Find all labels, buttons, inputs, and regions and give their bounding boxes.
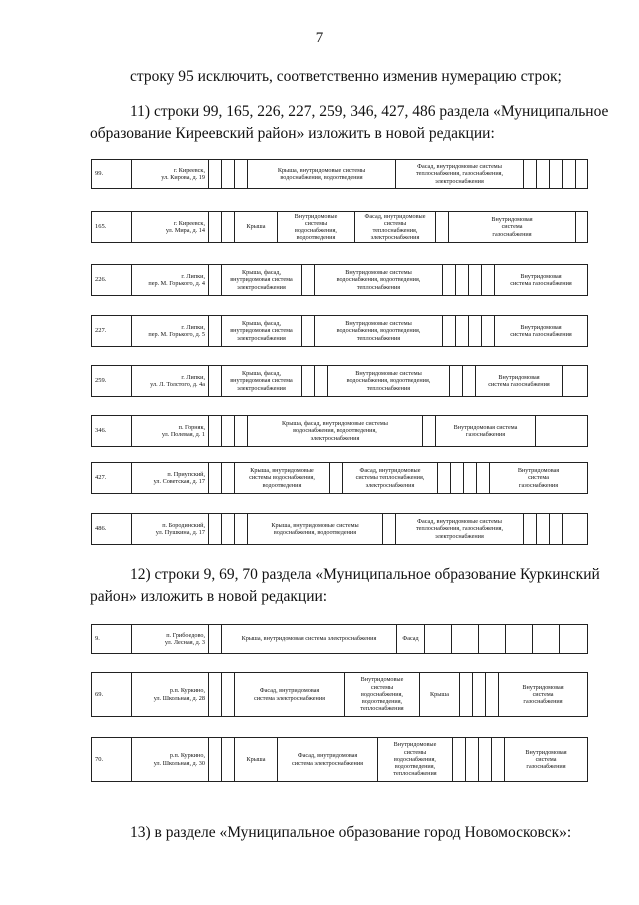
cell-text-line: 226.: [95, 276, 107, 284]
cell-text-line: газоснабжения: [526, 763, 566, 771]
work-cell: [537, 514, 550, 545]
work-cell: [278, 212, 355, 243]
work-cell: [248, 514, 383, 545]
row-number-cell: [92, 625, 132, 654]
work-cell: [209, 212, 222, 243]
work-cell: [222, 463, 235, 494]
address-cell: [132, 265, 209, 296]
cell-text-line: Крыша, фасад,: [241, 269, 281, 277]
cell-text-line: теплоснабжения,: [372, 227, 418, 234]
cell-text-line: пер. М. Горького, д. 4: [148, 280, 205, 287]
work-cell: [222, 514, 235, 545]
address-cell: [132, 514, 209, 545]
cell-text-line: Крыша, фасад,: [241, 320, 281, 328]
work-cell: [209, 366, 222, 397]
work-cell: [460, 673, 473, 717]
work-cell: [456, 316, 469, 347]
cell-text-line: ул. Мира, д. 14: [165, 227, 205, 234]
cell-text-line: электроснабжения: [237, 384, 286, 392]
cell-text-line: Крыша, внутридомовая система электроснабжения: [241, 635, 377, 643]
work-cell: [486, 673, 499, 717]
work-cell: [576, 212, 588, 243]
cell-text-line: водоотведения: [296, 234, 336, 242]
paragraph-exclude-row-95: строку 95 исключить, соответственно изменив нумерацию строк;: [130, 68, 562, 85]
work-cell: [482, 265, 495, 296]
cell-text-line: ул. Школьная, д. 30: [153, 759, 205, 767]
paragraph-12-line2: район» изложить в новой редакции:: [90, 588, 328, 605]
address-cell: [132, 160, 209, 189]
cell-text-line: ул. Лесная, д. 3: [164, 639, 205, 646]
cell-text-line: Крыша, фасад,: [241, 370, 281, 378]
cell-text-line: газоснабжения: [465, 431, 506, 438]
cell-text-line: Фасад, внутридомовая: [297, 752, 358, 760]
work-cell: [473, 673, 486, 717]
cell-text-line: система: [532, 690, 554, 698]
cell-text-line: водоснабжения, водоотведения,: [336, 327, 421, 335]
work-cell: [315, 316, 443, 347]
cell-text-line: теплоснабжения, газоснабжения,: [415, 525, 504, 533]
work-cell: [563, 366, 588, 397]
work-cell: [495, 316, 588, 347]
cell-text-line: системы теплоснабжения,: [355, 474, 425, 482]
row-number-cell: [92, 463, 132, 494]
cell-text-line: г. Липки,: [181, 323, 205, 331]
work-cell: [383, 514, 396, 545]
work-cell: [560, 625, 588, 654]
table-row-cells: [92, 625, 588, 654]
table-row-226: [91, 264, 588, 296]
cell-text-line: 486.: [95, 525, 107, 533]
work-cell: [209, 265, 222, 296]
work-cell: [506, 625, 533, 654]
cell-text-line: водоснабжения, водоотведения,: [336, 276, 421, 284]
work-cell: [550, 514, 563, 545]
page-number: 7: [315, 30, 324, 46]
cell-text-line: Фасад, внутридомовые: [359, 467, 421, 475]
work-cell: [345, 673, 420, 717]
cell-text-line: Внутридомовые: [393, 741, 437, 749]
cell-text-line: водоснабжения, водоотведения: [273, 529, 357, 536]
row-number-cell: [92, 316, 132, 347]
cell-text-line: водоснабжения,: [394, 755, 436, 763]
table-row-cells: [92, 316, 588, 347]
work-cell: [278, 738, 378, 782]
row-number-cell: [92, 738, 132, 782]
cell-text-line: теплоснабжения, газоснабжения,: [415, 170, 504, 178]
cell-text-line: электроснабжения: [435, 177, 484, 185]
cell-text-line: Крыша, фасад, внутридомовые системы: [282, 420, 388, 428]
work-cell: [235, 212, 278, 243]
cell-text-line: п. Бородинский,: [162, 521, 205, 529]
row-number-cell: [92, 366, 132, 397]
cell-text-line: Фасад, внутридомовые системы: [417, 518, 502, 526]
address-cell: [132, 366, 209, 397]
paragraph-12-line1: 12) строки 9, 69, 70 раздела «Муниципальное образование Куркинский: [130, 566, 600, 583]
work-cell: [420, 673, 460, 717]
cell-text-line: Внутридомовая: [498, 373, 540, 381]
cell-text-line: водоснабжения,: [295, 227, 337, 234]
table-row-259: [91, 365, 588, 397]
cell-text-line: Внутридомовая система: [453, 423, 518, 431]
cell-text-line: система: [528, 474, 549, 482]
table-row-cells: [92, 265, 588, 296]
cell-text-line: 99.: [95, 170, 104, 178]
work-cell: [222, 212, 235, 243]
work-cell: [235, 463, 330, 494]
cell-text-line: системы: [304, 219, 328, 227]
work-cell: [466, 738, 479, 782]
cell-text-line: Внутридомовые системы: [345, 269, 412, 277]
cell-text-line: 259.: [95, 377, 107, 385]
work-cell: [476, 366, 563, 397]
cell-text-line: Внутридомовые: [294, 212, 338, 220]
work-cell: [436, 212, 449, 243]
work-cell: [495, 265, 588, 296]
work-cell: [456, 265, 469, 296]
work-cell: [248, 160, 396, 189]
cell-text-line: Внутридомовая: [520, 323, 562, 331]
work-cell: [469, 265, 482, 296]
paragraph-11-line2: образование Киреевский район» изложить в новой редакции:: [90, 125, 495, 142]
work-cell: [533, 625, 560, 654]
table-row-cells: [92, 160, 588, 189]
cell-text-line: водоснабжения, водоотведения,: [293, 427, 377, 435]
table-row-cells: [92, 738, 588, 782]
work-cell: [248, 416, 423, 447]
table-row-cells: [92, 416, 588, 447]
cell-text-line: р.п. Куркино,: [169, 687, 205, 695]
work-cell: [464, 463, 477, 494]
work-cell: [315, 265, 443, 296]
work-cell: [463, 366, 476, 397]
work-cell: [537, 160, 550, 189]
address-cell: [132, 625, 209, 654]
table-row-486: [91, 513, 588, 545]
work-cell: [451, 463, 464, 494]
work-cell: [505, 738, 588, 782]
cell-text-line: п. Грибоедово,: [166, 631, 205, 639]
work-cell: [235, 160, 248, 189]
table-row-99: [91, 159, 588, 189]
cell-text-line: г. Киреевск,: [173, 166, 205, 174]
work-cell: [563, 160, 576, 189]
work-cell: [479, 625, 506, 654]
cell-text-line: газоснабжения: [492, 230, 532, 238]
work-cell: [536, 416, 588, 447]
work-cell: [222, 738, 235, 782]
cell-text-line: электроснабжения: [365, 481, 415, 489]
row-number-cell: [92, 265, 132, 296]
cell-text-line: Внутридомовые: [360, 676, 404, 684]
work-cell: [550, 160, 563, 189]
table-row-227: [91, 315, 588, 347]
table-row-cells: [92, 514, 588, 545]
cell-text-line: системы: [370, 683, 394, 691]
address-cell: [132, 316, 209, 347]
work-cell: [315, 366, 328, 397]
work-cell: [235, 416, 248, 447]
table-row-cells: [92, 366, 588, 397]
cell-text-line: Внутридомовая: [522, 683, 564, 691]
work-cell: [482, 316, 495, 347]
cell-text-line: теплоснабжения: [360, 705, 404, 713]
work-cell: [343, 463, 438, 494]
cell-text-line: Внутридомовые системы: [345, 320, 412, 328]
cell-text-line: теплоснабжения: [366, 384, 411, 392]
work-cell: [453, 738, 466, 782]
cell-text-line: 69.: [95, 690, 104, 698]
work-cell: [397, 625, 425, 654]
cell-text-line: система электроснабжения: [253, 694, 326, 702]
cell-text-line: Крыша, внутридомовые системы: [277, 166, 366, 174]
paragraph-13: 13) в разделе «Муниципальное образование город Новомосковск»:: [130, 824, 572, 841]
cell-text-line: Внутридомовая: [520, 272, 562, 280]
work-cell: [438, 463, 451, 494]
cell-text-line: ул. Пушкина, д. 17: [155, 529, 205, 536]
cell-text-line: Фасад: [402, 635, 419, 643]
work-cell: [209, 514, 222, 545]
table-row-9: [91, 624, 588, 654]
table-row-69: [91, 672, 588, 717]
address-cell: [132, 738, 209, 782]
work-cell: [499, 673, 588, 717]
work-cell: [396, 514, 524, 545]
cell-text-line: п. Приупский,: [167, 470, 205, 478]
cell-text-line: внутридомовая система: [230, 377, 293, 385]
work-cell: [222, 160, 235, 189]
work-cell: [302, 366, 315, 397]
table-row-427: [91, 462, 588, 494]
row-number-cell: [92, 212, 132, 243]
work-cell: [443, 316, 456, 347]
cell-text-line: водоснабжения, водоотведения,: [346, 377, 431, 385]
cell-text-line: водоснабжения,: [361, 690, 403, 698]
work-cell: [302, 316, 315, 347]
cell-text-line: система газоснабжения: [510, 280, 572, 287]
work-cell: [378, 738, 453, 782]
cell-text-line: г. Липки,: [181, 272, 205, 280]
work-cell: [222, 316, 302, 347]
cell-text-line: 70.: [95, 755, 104, 763]
cell-text-line: Внутридомовая: [491, 216, 533, 224]
work-cell: [222, 673, 235, 717]
table-row-346: [91, 415, 588, 447]
table-row-cells: [92, 463, 588, 494]
cell-text-line: система: [501, 223, 523, 231]
cell-text-line: водоотведения,: [394, 763, 436, 771]
cell-text-line: электроснабжения: [370, 234, 420, 242]
cell-text-line: водоотведения,: [361, 698, 403, 706]
work-cell: [524, 514, 537, 545]
cell-text-line: электроснабжения: [237, 283, 286, 291]
cell-text-line: электроснабжения: [237, 334, 286, 342]
cell-text-line: пер. М. Горького, д. 5: [148, 331, 205, 338]
cell-text-line: системы: [383, 219, 407, 227]
cell-text-line: Крыша, внутридомовые: [250, 467, 314, 475]
table-row-165: [91, 211, 588, 243]
work-cell: [524, 160, 537, 189]
cell-text-line: ул. Л. Толстого, д. 4а: [150, 381, 205, 388]
cell-text-line: 165.: [95, 223, 107, 231]
cell-text-line: система: [535, 755, 557, 763]
cell-text-line: г. Киреевск,: [173, 219, 205, 227]
cell-text-line: п. Горняк,: [178, 423, 205, 431]
work-cell: [477, 463, 490, 494]
cell-text-line: г. Липки,: [181, 373, 205, 381]
work-cell: [328, 366, 450, 397]
work-cell: [423, 416, 436, 447]
cell-text-line: Крыша: [246, 755, 266, 763]
cell-text-line: Крыша, внутридомовые системы: [271, 521, 359, 529]
work-cell: [222, 625, 397, 654]
cell-text-line: теплоснабжения: [393, 770, 437, 778]
cell-text-line: теплоснабжения: [356, 334, 401, 342]
work-cell: [563, 514, 588, 545]
work-cell: [235, 673, 345, 717]
cell-text-line: Фасад, внутридомовая: [259, 687, 320, 695]
cell-text-line: Крыша: [430, 690, 449, 698]
work-cell: [492, 738, 505, 782]
address-cell: [132, 673, 209, 717]
row-number-cell: [92, 514, 132, 545]
work-cell: [209, 738, 222, 782]
cell-text-line: ул. Школьная, д. 28: [153, 694, 205, 702]
address-cell: [132, 463, 209, 494]
cell-text-line: водоснабжения, водоотведения: [280, 174, 363, 181]
cell-text-line: 9.: [95, 635, 100, 643]
cell-text-line: Внутридомовые системы: [355, 370, 422, 378]
cell-text-line: теплоснабжения: [356, 283, 401, 291]
cell-text-line: 427.: [95, 474, 107, 482]
cell-text-line: системы: [403, 748, 427, 756]
work-cell: [576, 160, 588, 189]
cell-text-line: 346.: [95, 427, 107, 435]
work-cell: [222, 366, 302, 397]
cell-text-line: р.п. Куркино,: [169, 752, 205, 760]
row-number-cell: [92, 416, 132, 447]
cell-text-line: Фасад, внутридомовые: [364, 212, 426, 220]
cell-text-line: система газоснабжения: [488, 381, 550, 388]
cell-text-line: газоснабжения: [518, 481, 559, 489]
address-cell: [132, 212, 209, 243]
cell-text-line: электроснабжения: [435, 532, 484, 540]
work-cell: [209, 625, 222, 654]
cell-text-line: система газоснабжения: [510, 331, 572, 338]
cell-text-line: система электроснабжения: [291, 759, 364, 767]
work-cell: [450, 366, 463, 397]
work-cell: [302, 265, 315, 296]
cell-text-line: внутридомовая система: [230, 327, 293, 335]
work-cell: [443, 265, 456, 296]
paragraph-11-line1: 11) строки 99, 165, 226, 227, 259, 346, 427, 486 раздела «Муниципальное: [130, 103, 609, 120]
work-cell: [436, 416, 536, 447]
work-cell: [209, 160, 222, 189]
work-cell: [479, 738, 492, 782]
work-cell: [209, 673, 222, 717]
cell-text-line: ул. Кирова, д. 19: [161, 174, 205, 181]
work-cell: [490, 463, 588, 494]
work-cell: [222, 416, 235, 447]
cell-text-line: электроснабжения: [310, 434, 360, 442]
work-cell: [209, 416, 222, 447]
work-cell: [235, 738, 278, 782]
work-cell: [222, 265, 302, 296]
cell-text-line: Внутридомовая: [517, 467, 560, 475]
address-cell: [132, 416, 209, 447]
cell-text-line: ул. Советская, д. 17: [153, 478, 205, 485]
work-cell: [355, 212, 436, 243]
work-cell: [452, 625, 479, 654]
work-cell: [330, 463, 343, 494]
cell-text-line: внутридомовая система: [230, 276, 293, 284]
row-number-cell: [92, 673, 132, 717]
work-cell: [209, 316, 222, 347]
work-cell: [396, 160, 524, 189]
table-row-cells: [92, 673, 588, 717]
work-cell: [469, 316, 482, 347]
cell-text-line: системы водоснабжения,: [249, 474, 315, 482]
cell-text-line: Крыша: [246, 223, 266, 231]
work-cell: [449, 212, 576, 243]
table-row-cells: [92, 212, 588, 243]
table-row-70: [91, 737, 588, 782]
cell-text-line: ул. Полевая, д. 1: [161, 431, 205, 438]
cell-text-line: водоотведения: [262, 481, 302, 489]
cell-text-line: газоснабжения: [523, 698, 563, 706]
row-number-cell: [92, 160, 132, 189]
work-cell: [235, 514, 248, 545]
work-cell: [425, 625, 452, 654]
cell-text-line: 227.: [95, 327, 107, 335]
cell-text-line: Внутридомовая: [525, 748, 567, 756]
cell-text-line: Фасад, внутридомовые системы: [417, 163, 502, 171]
work-cell: [209, 463, 222, 494]
